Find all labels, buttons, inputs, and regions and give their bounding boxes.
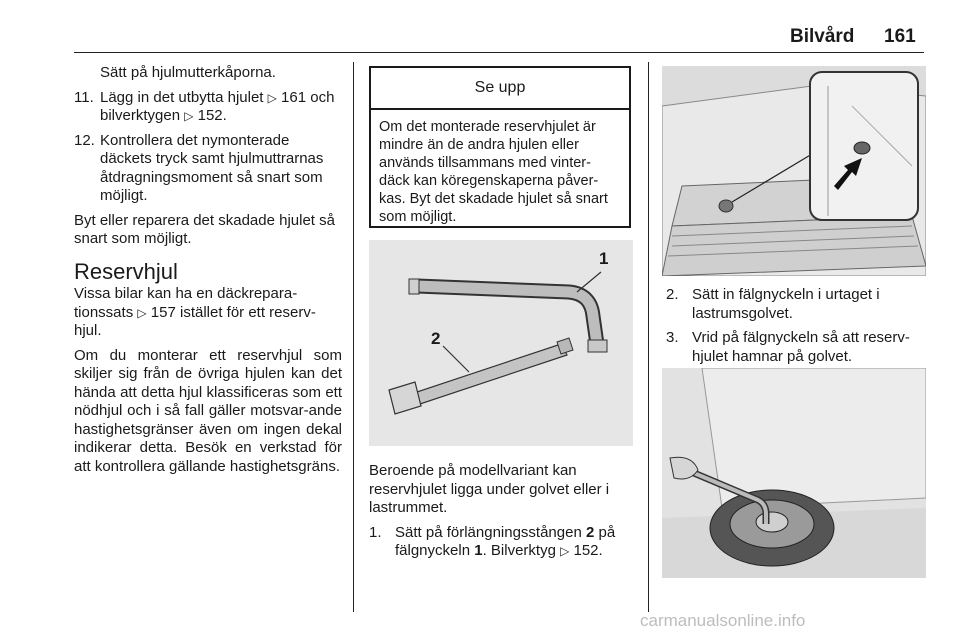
header-rule	[74, 52, 924, 53]
column-divider-right	[648, 62, 649, 612]
step-text: Lägg in det utbytta hjulet	[100, 88, 264, 106]
page-ref-arrow-icon: ▷	[267, 90, 277, 105]
cargo-floor-recess-illustration	[662, 66, 926, 276]
paragraph	[74, 285, 342, 341]
caution-title: Se upp	[371, 68, 629, 110]
callout-1: 1	[599, 249, 609, 268]
page-header-title: Bilvård	[790, 26, 855, 47]
part-number: 1	[474, 542, 483, 559]
section-heading: Reservhjul	[74, 258, 178, 284]
column-3	[666, 286, 928, 372]
recess-hole	[719, 200, 733, 212]
page-ref-arrow-icon: ▷	[184, 109, 194, 123]
step-text: Vrid på fälgnyckeln så att reserv-hjulet hamnar på golvet.	[692, 329, 910, 365]
callout-line	[443, 346, 469, 372]
step-text: Sätt på förlängningsstången	[395, 523, 582, 541]
step-10-continuation: Sätt på hjulmutterkåporna.	[100, 64, 276, 81]
caution-box	[369, 66, 631, 228]
page-ref[interactable]: 161	[281, 88, 307, 106]
page-ref[interactable]: 152.	[573, 542, 603, 559]
step-12	[74, 132, 342, 206]
step-1	[369, 524, 633, 561]
page-ref-arrow-icon: ▷	[560, 544, 570, 558]
extension-bar	[389, 338, 573, 414]
step-2	[666, 286, 928, 323]
spare-wheel-lowering-illustration	[662, 368, 926, 578]
step-number: 2.	[666, 286, 679, 303]
paragraph: Beroende på modellvariant kan reservhjulet ligga under golvet eller i lastrummet.	[369, 462, 610, 516]
step-text: Kontrollera det nymonterade däckets tryck samt hjulmuttrarnas åtdragningsmoment så snart som möjligt.	[100, 131, 324, 204]
step-number: 3.	[666, 329, 679, 346]
watermark: carmanualsonline.info	[640, 611, 806, 630]
step-number: 11.	[74, 88, 94, 106]
step-11	[74, 89, 342, 126]
column-1	[74, 64, 342, 482]
step-3	[666, 329, 928, 366]
text: Vissa bilar kan ha en däckrepara-tionssats	[74, 285, 298, 321]
page-ref[interactable]: 157	[150, 303, 176, 321]
caution-text: Om det monterade reservhjulet är mindre än de andra hjulen eller används tillsammans med vinter-däck kan köregenskaperna påver-kas. Byt det skadade hjulet så snart som möjligt.	[379, 119, 608, 225]
paragraph: Byt eller reparera det skadade hjulet så snart som möjligt.	[74, 211, 335, 247]
wheel-wrench-illustration	[369, 240, 633, 446]
part-number: 2	[585, 523, 595, 541]
step-text: Sätt in fälgnyckeln i urtaget i lastrumsgolvet.	[692, 286, 880, 322]
step-number: 12.	[74, 131, 95, 149]
text: istället för ett reserv-hjul.	[74, 303, 316, 339]
paragraph: Om du monterar ett reservhjul som skiljer sig från de övriga hjulen kan det hända att detta hjul klassificeras som ett nödhjul och i så fall gäller motsvar-ande hastighetsgränser även om ingen dekal indikerar detta. Besök en verkstad för att kontrollera gällande hastighetsgräns.	[74, 346, 342, 475]
column-divider-left	[353, 62, 354, 612]
callout-2: 2	[431, 329, 441, 348]
page-ref[interactable]: 152.	[197, 107, 227, 124]
column-2	[369, 462, 633, 567]
step-text-2: och bilverktygen	[100, 88, 335, 124]
step-text: på fälgnyckeln	[395, 523, 616, 559]
page-number: 161	[884, 26, 916, 47]
page-ref-arrow-icon: ▷	[137, 305, 147, 320]
step-text: . Bilverktyg	[482, 542, 556, 559]
callout-line	[577, 272, 601, 292]
spare-wheel	[710, 490, 834, 566]
step-number: 1.	[369, 523, 382, 541]
